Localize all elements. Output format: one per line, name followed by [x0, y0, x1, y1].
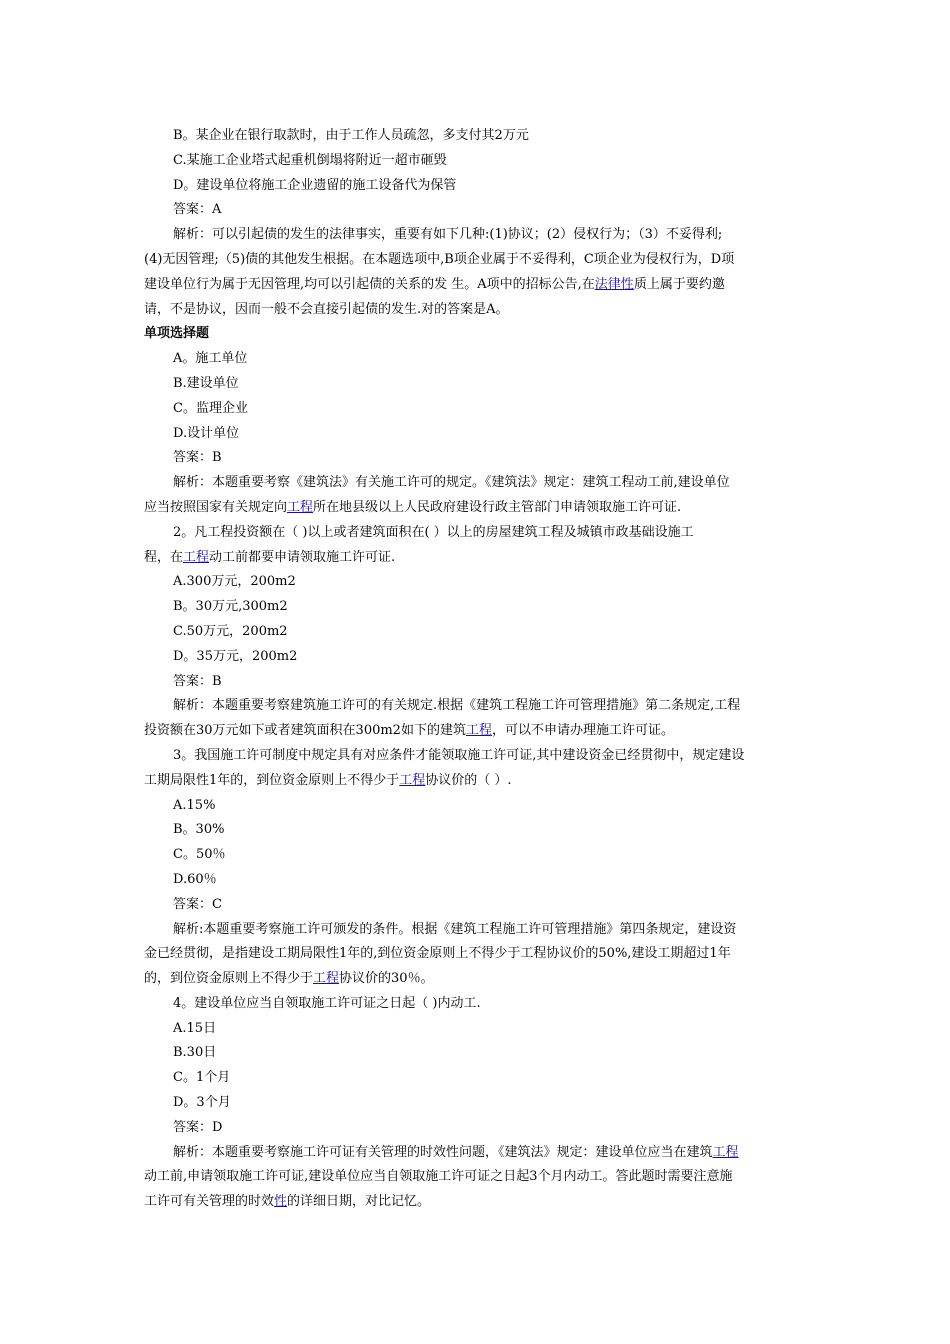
explanation-line: 动工前,申请领取施工许可证,建设单位应当自领取施工许可证之日起3个月内动工。答此题时需要注意施: [144, 1169, 733, 1185]
hyperlink[interactable]: 工程: [287, 499, 314, 515]
option-c: C.某施工企业塔式起重机倒塌将附近一超市砸毁: [173, 152, 447, 168]
hyperlink[interactable]: 工程: [465, 723, 492, 739]
text-span: 工期局限性1年的，到位资金原则上不得少于: [144, 772, 400, 788]
hyperlink[interactable]: 工程: [399, 772, 426, 788]
text-span: 解析：本题重要考察施工许可证有关管理的时效性问题，《建筑法》规定：建设单位应当在建筑: [173, 1144, 713, 1160]
explanation-line: 解析：可以引起债的发生的法律事实，重要有如下几种:(1)协议；(2）侵权行为；（3）不妥得利;: [173, 227, 723, 243]
option-d: D。建设单位将施工企业遗留的施工设备代为保管: [173, 177, 457, 193]
text-span: 程，在: [144, 549, 184, 565]
question-stem: 3。我国施工许可制度中规定具有对应条件才能领取施工许可证,其中建设资金已经贯彻中，规定建设: [173, 747, 745, 763]
explanation-line: 请，不是协议，因而一般不会直接引起债的发生.对的答案是A。: [144, 301, 509, 317]
explanation-line: [144, 273, 810, 298]
option-c: C。监理企业: [173, 400, 248, 416]
text-span: 建设单位行为属于无因管理,均可以引起债的关系的发 生。A项中的招标公告,在: [144, 276, 595, 292]
explanation-line: 解析：本题重要考察建筑施工许可的有关规定.根据《建筑工程施工许可管理措施》第二条规定,工程: [173, 698, 741, 714]
option-c: C。50％: [173, 847, 226, 863]
option-a: A.15日: [173, 1020, 217, 1036]
explanation-line: (4)无因管理;（5)债的其他发生根据。在本题选项中,B项企业属于不妥得利，C项企业为侵权行为，D项: [144, 251, 735, 267]
option-c: C。1个月: [173, 1070, 231, 1086]
text-span: 的详细日期，对比记忆。: [287, 1194, 431, 1210]
question-stem: [144, 546, 810, 571]
option-b: B。30%: [173, 822, 225, 838]
option-d: D.设计单位: [173, 425, 240, 441]
hyperlink[interactable]: 工程: [183, 549, 210, 565]
document-body: [144, 124, 810, 1215]
option-a: A.300万元，200m2: [173, 574, 296, 590]
answer: 答案：B: [173, 450, 222, 466]
text-span: 投资额在30万元如下或者建筑面积在300m2如下的建筑: [144, 723, 466, 739]
option-b: B。30万元,300m2: [173, 599, 288, 615]
option-d: D.60％: [173, 871, 217, 887]
text-span: 协议价的（ ）.: [425, 772, 512, 788]
option-d: D。3个月: [173, 1095, 231, 1111]
hyperlink[interactable]: 性: [274, 1194, 288, 1210]
text-span: 质上属于要约邀: [633, 276, 725, 292]
question-stem: 4。建设单位应当自领取施工许可证之日起（ )内动工.: [173, 995, 481, 1011]
option-c: C.50万元，200m2: [173, 623, 288, 639]
text-span: 的，到位资金原则上不得少于: [144, 971, 314, 987]
option-a: A.15%: [173, 797, 216, 813]
text-span: ，可以不申请办理施工许可证。: [491, 723, 674, 739]
option-b: B.建设单位: [173, 375, 239, 391]
option-a: A。施工单位: [173, 351, 248, 367]
explanation-line: 金已经贯彻，是指建设工期局限性1年的,到位资金原则上不得少于工程协议价的50%,建设工期超过1年: [144, 946, 731, 962]
text-span: 所在地县级以上人民政府建设行政主管部门申请领取施工许可证.: [313, 499, 682, 515]
answer: 答案：A: [173, 202, 222, 218]
explanation-line: [144, 496, 810, 521]
question-stem: 2。凡工程投资额在（ )以上或者建筑面积在( ）以上的房屋建筑工程及城镇市政基础设施工: [173, 524, 694, 540]
text-span: 工许可有关管理的时效: [144, 1194, 275, 1210]
section-title: 单项选择题: [144, 326, 210, 342]
option-b: B.30日: [173, 1045, 217, 1061]
question-stem: [144, 769, 810, 794]
answer: 答案：C: [173, 896, 222, 912]
text-span: 动工前都要申请领取施工许可证.: [209, 549, 396, 565]
answer: 答案：B: [173, 673, 222, 689]
text-span: 协议价的30％。: [339, 971, 434, 987]
answer: 答案：D: [173, 1119, 223, 1135]
option-b: B。某企业在银行取款时，由于工作人员疏忽，多支付其2万元: [173, 128, 529, 143]
explanation-line: 解析：本题重要考察《建筑法》有关施工许可的规定。《建筑法》规定：建筑工程动工前,建设单位: [173, 475, 730, 491]
option-d: D。35万元，200m2: [173, 648, 298, 664]
explanation-line: [144, 1141, 810, 1166]
explanation-line: [144, 967, 810, 992]
hyperlink[interactable]: 工程: [712, 1144, 739, 1160]
hyperlink[interactable]: 工程: [313, 971, 340, 987]
explanation-line: 解析:本题重要考察施工许可颁发的条件。根据《建筑工程施工许可管理措施》第四条规定，建设资: [173, 921, 737, 937]
explanation-line: [144, 1190, 810, 1215]
explanation-line: [144, 719, 810, 744]
hyperlink[interactable]: 法律性: [594, 276, 634, 292]
text-span: 应当按照国家有关规定向: [144, 499, 288, 515]
